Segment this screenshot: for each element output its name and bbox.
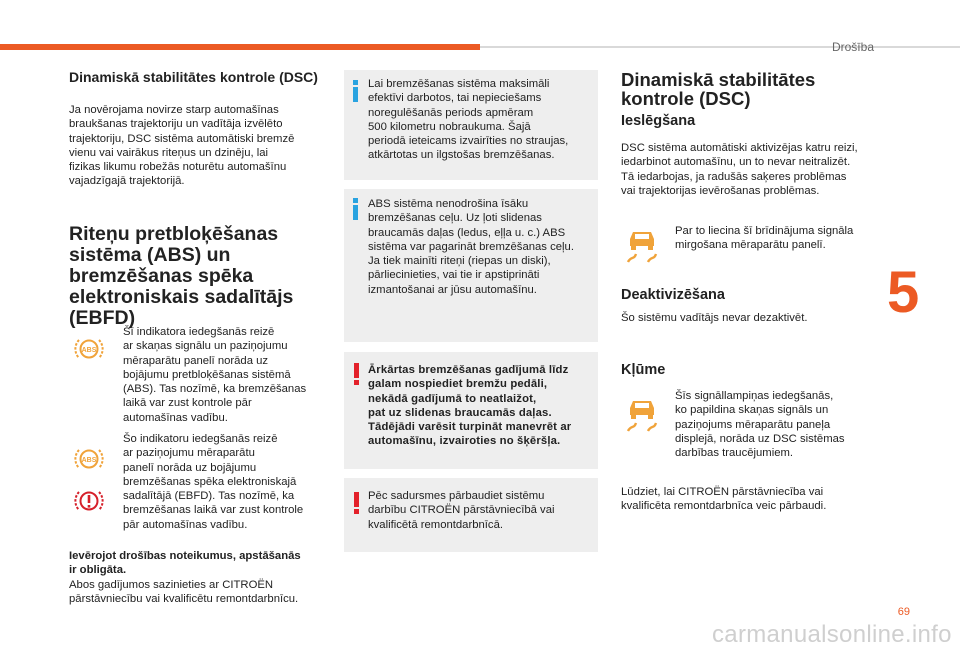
activation-text: DSC sistēma automātiski aktivizējas katru reizi, iedarbinot automašīnu, un to nevar neitralizēt. Tā iedarbojas, ja radušās saķeres problēmas vai trajektorijas ievērošanas problēmas. <box>621 142 858 197</box>
abs-icon-secondary <box>74 444 104 474</box>
brake-system-icon <box>74 486 104 516</box>
ebfd-indicator-text: Šo indikatoru iedegšanās reizē ar paziņojumu mēraparātu panelī norāda uz bojājumu bremzēšanas spēka elektroniskajā sadalītājā (EBFD). Tas nozīmē, ka bremzēšanas laikā var zust kontrole pār automašīnas vadību. <box>123 433 304 531</box>
activation-icon-text: Par to liecina šī brīdinājuma signāla mirgošana mēraparātu panelī. <box>675 225 854 252</box>
section-title: Drošība <box>831 40 874 54</box>
chapter-number: 5 <box>887 260 920 325</box>
activation-heading: Ieslēgšana <box>621 113 696 129</box>
fault-icon-text: Šīs signāllampiņas iedegšanās, ko papildina skaņas signāls un paziņojums mēraparātu paneļa displejā, norāda uz DSC sistēmas darbības traucējumiem. <box>675 390 845 460</box>
dsc-heading: Dinamiskā stabilitātes kontrole (DSC) <box>621 69 816 109</box>
abs-warning-icon <box>74 334 104 364</box>
warning-box-emergency-braking-text: Ārkārtas bremzēšanas gadījumā līdz galam nospiediet bremžu pedāli, nekādā gadījumā to neatlaižot, pat uz slidenas braucamās daļas. Tādējādi varēsit turpināt manevrēt ar automašīnu, izvairoties no šķēršļa. <box>368 364 572 448</box>
fault-heading: Kļūme <box>621 362 666 378</box>
header-accent-bar <box>0 44 480 50</box>
info-box-break-in-text: Lai bremzēšanas sistēma maksimāli efektīvi darbotos, tai nepieciešams noregulēšanās periods apmēram 500 kilometru nobraukuma. Šajā periodā ieteicams izvairīties no straujas, atkārtotas un ilgstošas bremzēšanas. <box>368 78 569 162</box>
abs-icon-label: ABS <box>81 347 97 354</box>
abs-heading: Riteņu pretbloķēšanas sistēma (ABS) un bremzēšanas spēka elektroniskais sadalītājs (EBFD) <box>69 223 294 329</box>
warning-icon <box>349 492 363 514</box>
warning-icon <box>349 363 363 385</box>
watermark: carmanualsonline.info <box>712 621 952 648</box>
dsc-intro-text: Ja novērojama novirze starp automašīnas braukšanas trajektoriju un vadītāja izvēlēto trajektoriju, DSC sistēma automātiski bremzē vienu vai vairākus riteņus un dzinēju, lai fizikas likumu robežās noturētu automašīnu vajadzīgajā trajektorijā. <box>69 104 295 188</box>
abs-icon-secondary-label: ABS <box>81 457 97 464</box>
info-box-abs-text: ABS sistēma nenodrošina īsāku bremzēšanas ceļu. Uz ļoti slidenas braucamās daļas (ledus, eļļa u. c.) ABS sistēma var pagarināt bremzēšanas ceļu. Ja tiek mainīti riteņi (riepas un diski), pārliecinieties, vai tie ir apstiprināti izmantošanai ar jūsu automašīnu. <box>368 198 574 296</box>
abs-indicator-text: Šī indikatora iedegšanās reizē ar skaņas signālu un paziņojumu mēraparātu panelī norāda uz bojājumu pretbloķēšanas sistēmā (ABS). Tas nozīmē, ka bremzēšanas laikā var zust kontrole pār automašīnas vadību. <box>123 326 307 424</box>
dsc-skid-icon <box>624 226 660 264</box>
stop-note: Ievērojot drošības noteikumus, apstāšanās ir obligāta. Abos gadījumos sazinieties ar CITROËN pārstāvniecību vai kvalificētu remontdarbnīcu. <box>69 550 301 605</box>
header-divider <box>480 46 960 48</box>
info-icon <box>349 198 363 220</box>
dsc-intro-heading: Dinamiskā stabilitātes kontrole (DSC) <box>69 69 318 85</box>
info-icon <box>349 80 363 102</box>
fault-text: Lūdziet, lai CITROËN pārstāvniecība vai kvalificēta remontdarbnīca veic pārbaudi. <box>621 486 827 513</box>
page-number: 69 <box>897 606 910 618</box>
deactivation-heading: Deaktivizēšana <box>621 287 725 303</box>
dsc-fault-icon <box>624 395 660 433</box>
warning-box-collision-text: Pēc sadursmes pārbaudiet sistēmu darbību CITROËN pārstāvniecībā vai kvalificētā remontdarbnīcā. <box>368 490 555 531</box>
deactivation-text: Šo sistēmu vadītājs nevar dezaktivēt. <box>621 312 808 324</box>
